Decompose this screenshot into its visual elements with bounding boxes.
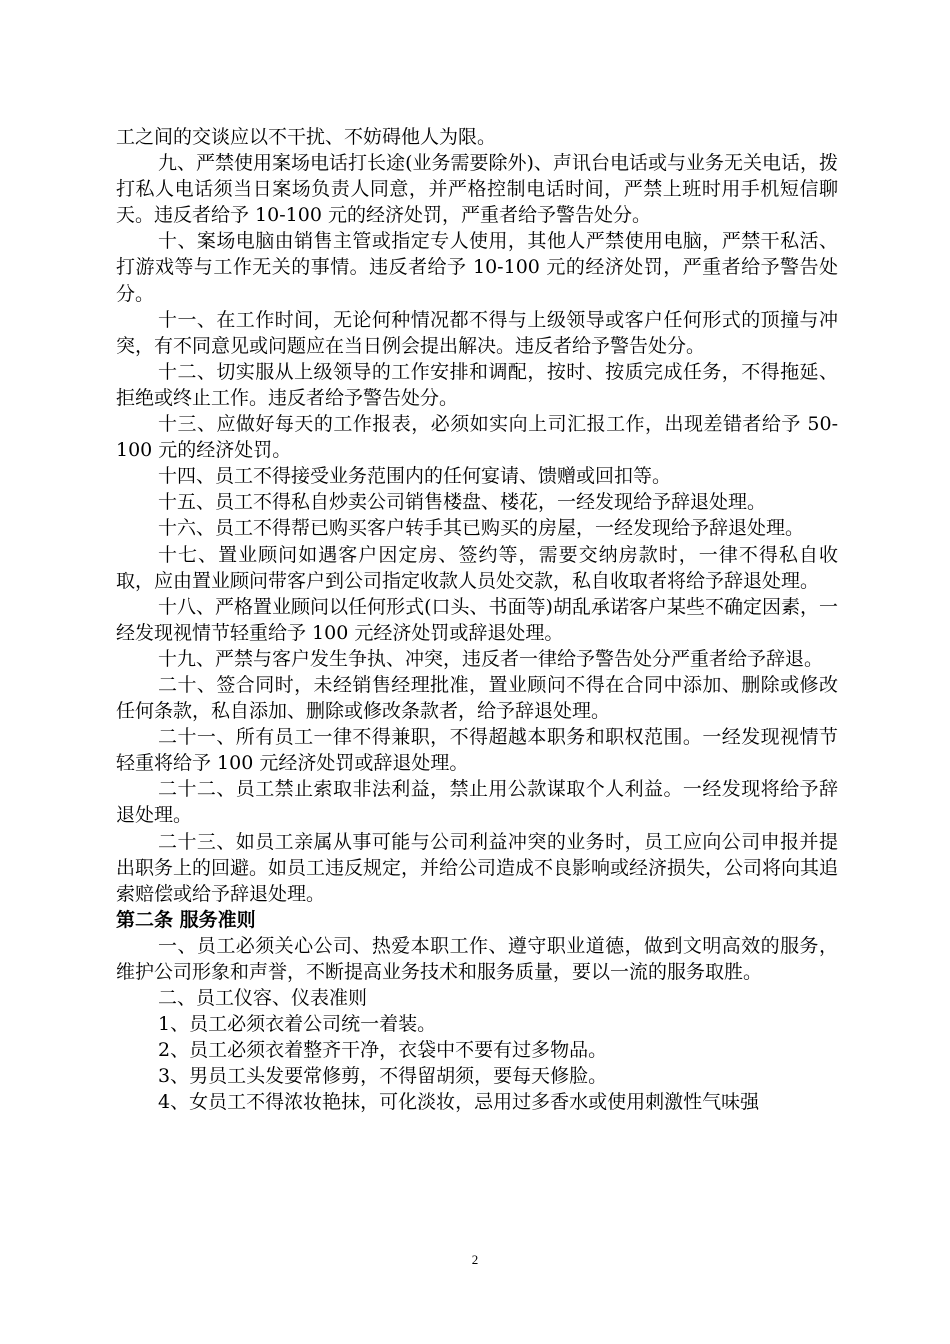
paragraph-rule-16: 十六、员工不得帮已购买客户转手其已购买的房屋，一经发现给予辞退处理。 — [158, 517, 805, 540]
paragraph-rule-15: 十五、员工不得私自炒卖公司销售楼盘、楼花，一经发现给予辞退处理。 — [158, 491, 767, 514]
paragraph-rule-17: 十七、置业顾问如遇客户因定房、签约等，需要交纳房款时，一律不得私自收取，应由置业顾问带客户到公司指定收款人员处交款，私自收取者将给予辞退处理。 — [116, 543, 838, 592]
list-item-2: 2、员工必须衣着整齐干净，衣袋中不要有过多物品。 — [158, 1039, 608, 1062]
list-item-4: 4、女员工不得浓妆艳抹，可化淡妆，忌用过多香水或使用刺激性气味强 — [158, 1091, 760, 1114]
paragraph-rule-12: 十二、切实服从上级领导的工作安排和调配，按时、按质完成任务，不得拖延、拒绝或终止工作。违反者给予警告处分。 — [116, 360, 838, 409]
paragraph-rule-13: 十三、应做好每天的工作报表，必须如实向上司汇报工作，出现差错者给予 50-100 元的经济处罚。 — [116, 413, 838, 462]
paragraph-rule-18: 十八、严格置业顾问以任何形式(口头、书面等)胡乱承诺客户某些不确定因素，一经发现视情节轻重给予 100 元经济处罚或辞退处理。 — [116, 595, 838, 644]
paragraph-rule-20: 二十、签合同时，未经销售经理批准，置业顾问不得在合同中添加、删除或修改任何条款，私自添加、删除或修改条款者，给予辞退处理。 — [116, 673, 838, 723]
section-heading: 第二条 服务准则 — [116, 908, 256, 931]
paragraph-rule-11: 十一、在工作时间，无论何种情况都不得与上级领导或客户任何形式的顶撞与冲突，有不同意见或问题应在当日例会提出解决。违反者给予警告处分。 — [116, 308, 838, 357]
paragraph-rule-14: 十四、员工不得接受业务范围内的任何宴请、馈赠或回扣等。 — [158, 465, 672, 488]
paragraph-rule-9: 九、严禁使用案场电话打长途(业务需要除外)、声讯台电话或与业务无关电话，拨打私人电话须当日案场负责人同意，并严格控制电话时间，严禁上班时用手机短信聊天。违反者给予 10-100 元的经济处罚，严重者给予警告处分。 — [116, 152, 838, 227]
paragraph-rule-10: 十、案场电脑由销售主管或指定专人使用，其他人严禁使用电脑，严禁干私活、打游戏等与工作无关的事情。违反者给予 10-100 元的经济处罚，严重者给予警告处分。 — [116, 230, 838, 305]
list-item-1: 1、员工必须衣着公司统一着装。 — [158, 1013, 437, 1036]
paragraph-continuation: 工之间的交谈应以不干扰、不妨碍他人为限。 — [116, 126, 497, 148]
paragraph-rule-19: 十九、严禁与客户发生争执、冲突，违反者一律给予警告处分严重者给予辞退。 — [158, 647, 824, 670]
page-number: 2 — [471, 1252, 479, 1267]
paragraph-service-1: 一、员工必须关心公司、热爱本职工作、遵守职业道德，做到文明高效的服务，维护公司形象和声誉，不断提高业务技术和服务质量，要以一流的服务取胜。 — [116, 934, 838, 983]
paragraph-rule-22: 二十二、员工禁止索取非法利益，禁止用公款谋取个人利益。一经发现将给予辞退处理。 — [116, 778, 838, 827]
paragraph-service-2: 二、员工仪容、仪表准则 — [158, 987, 368, 1010]
list-item-3: 3、男员工头发要常修剪，不得留胡须，要每天修脸。 — [158, 1065, 608, 1088]
document-body — [116, 124, 838, 1116]
paragraph-rule-21: 二十一、所有员工一律不得兼职，不得超越本职务和职权范围。一经发现视情节轻重将给予 100 元经济处罚或辞退处理。 — [116, 726, 838, 775]
paragraph-rule-23: 二十三、如员工亲属从事可能与公司利益冲突的业务时，员工应向公司申报并提出职务上的回避。如员工违反规定，并给公司造成不良影响或经济损失，公司将向其追索赔偿或给予辞退处理。 — [116, 830, 839, 905]
